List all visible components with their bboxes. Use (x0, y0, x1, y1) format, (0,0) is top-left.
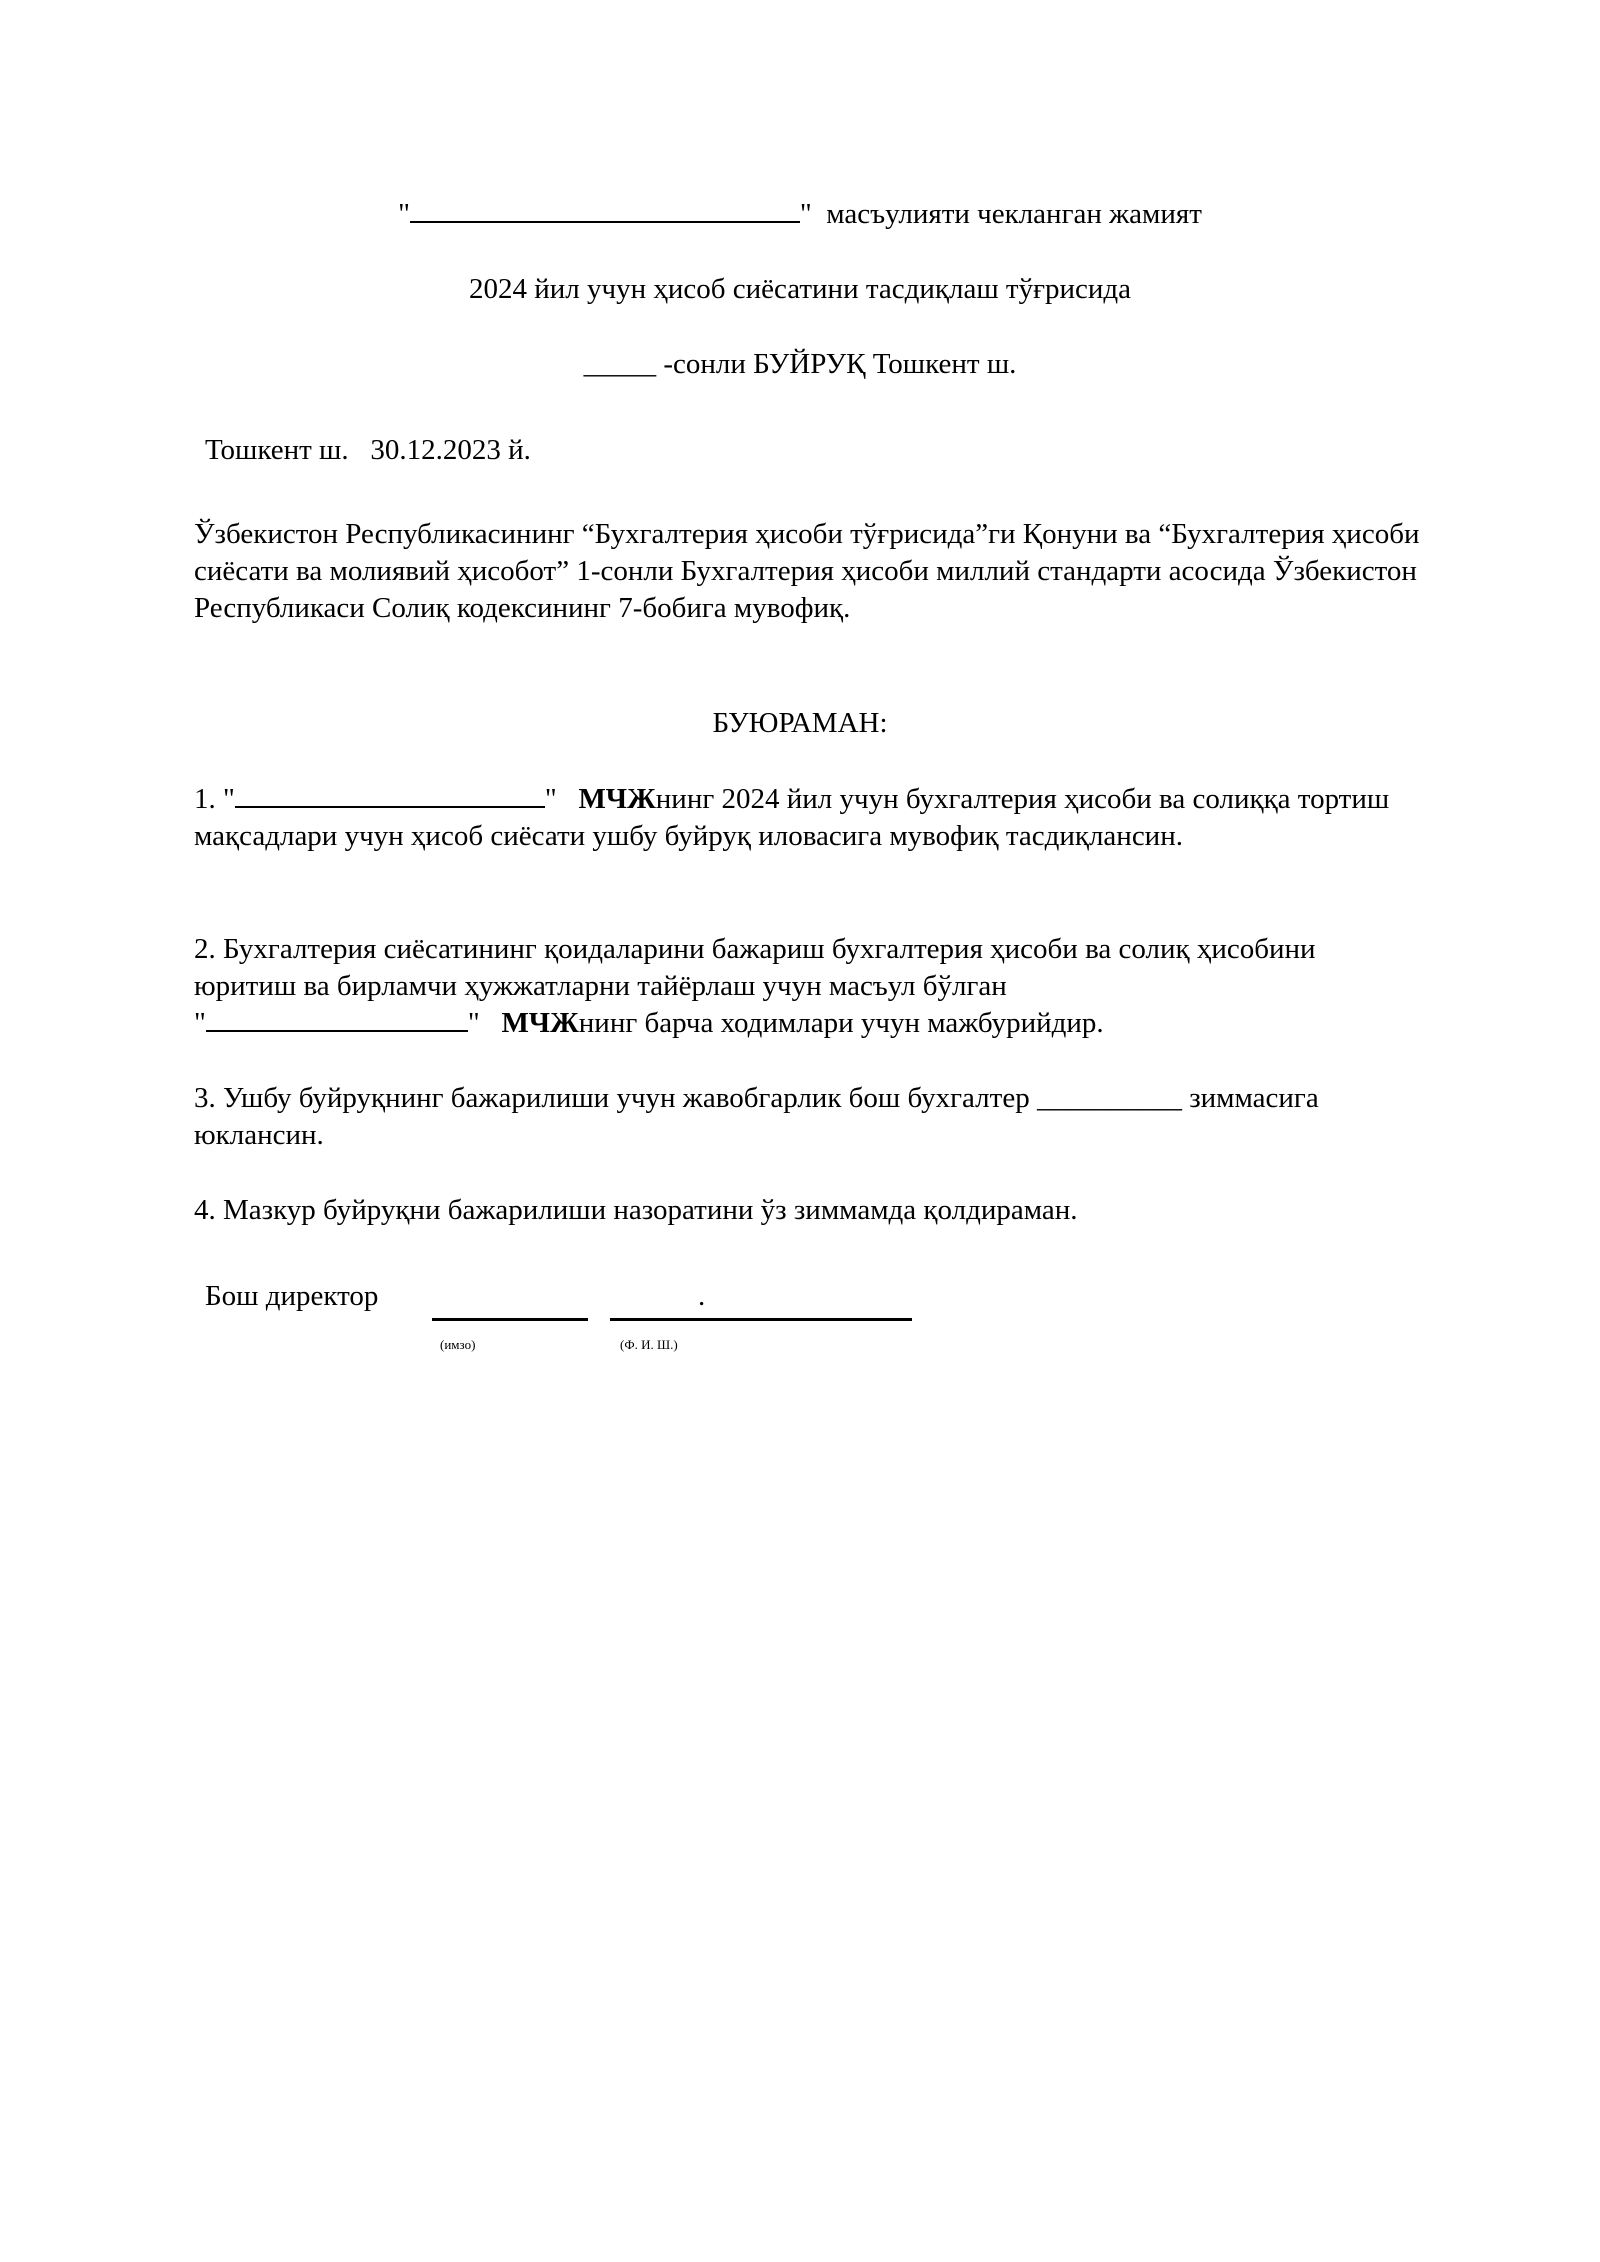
item1-company-blank (235, 784, 545, 808)
item1-text: нинг 2024 йил учун бухгалтерия ҳисоби ва солиққа тортиш мақсадлари учун ҳисоб сиёсати ушбу буйруқ иловасига мувофиқ тасдиқлансин. (194, 783, 1390, 852)
company-name-line (0, 196, 1600, 233)
name-caption: (Ф. И. Ш.) (620, 1337, 678, 1352)
order-item-1 (194, 781, 1424, 855)
order-date: 30.12.2023 й. (370, 434, 531, 466)
item2-abbr: МЧЖ (501, 1007, 579, 1039)
order-number-line (0, 346, 1600, 383)
company-quote-close: " (799, 198, 812, 230)
item1-prefix: 1. " (194, 783, 235, 815)
order-subject: 2024 йил учун ҳисоб сиёсатини тасдиқлаш тўғрисида (468, 273, 1131, 305)
item2-quote-close: " (467, 1007, 480, 1039)
preamble-paragraph: Ўзбекистон Республикасининг “Бухгалтерия ҳисоби тўғрисида”ги Қонуни ва “Бухгалтерия ҳисоби сиёсати ва молиявий ҳисобот” 1-сонли Бухгалтерия ҳисоби миллий стандарти асосида Ўзбекистон Республикаси Солиқ кодексининг 7-бобига мувофиқ. (194, 518, 1420, 624)
name-line (610, 1318, 912, 1321)
order-word: БУЮРАМАН: (712, 707, 888, 739)
place-date-line (205, 432, 531, 469)
order-place: Тошкент ш. (205, 434, 349, 466)
order-title: -сонли БУЙРУҚ Тошкент ш. (663, 348, 1017, 380)
order-number-blank: _____ (583, 348, 657, 380)
signature-caption: (имзо) (440, 1337, 476, 1352)
item2-text: 2. Бухгалтерия сиёсатининг қоидаларини бажариш бухгалтерия ҳисоби ва солиқ ҳисобини юритиш ва бирламчи ҳужжатларни тайёрлаш учун масъул бўлган (194, 933, 1316, 1002)
order-item-3: 3. Ушбу буйруқнинг бажарилиши учун жавобгарлик бош бухгалтер __________ зиммасига юклансин. (194, 1082, 1319, 1151)
order-item-4: 4. Мазкур буйруқни бажарилиши назоратини ўз зиммамда қолдираман. (194, 1194, 1078, 1226)
item1-abbr: МЧЖ (578, 783, 656, 815)
company-name-blank (410, 199, 800, 223)
company-quote-open: " (398, 198, 410, 230)
item2-company-blank (206, 1008, 468, 1032)
item2-rest: нинг барча ходимлари учун мажбурийдир. (578, 1007, 1104, 1039)
signature-dot: . (698, 1280, 706, 1312)
company-suffix: масъулияти чекланган жамият (826, 198, 1202, 230)
item2-quote-open: " (194, 1007, 206, 1039)
order-item-2 (194, 931, 1424, 1042)
signature-line (432, 1318, 588, 1321)
signature-role: Бош директор (205, 1280, 379, 1312)
item1-quote-close: " (544, 783, 557, 815)
